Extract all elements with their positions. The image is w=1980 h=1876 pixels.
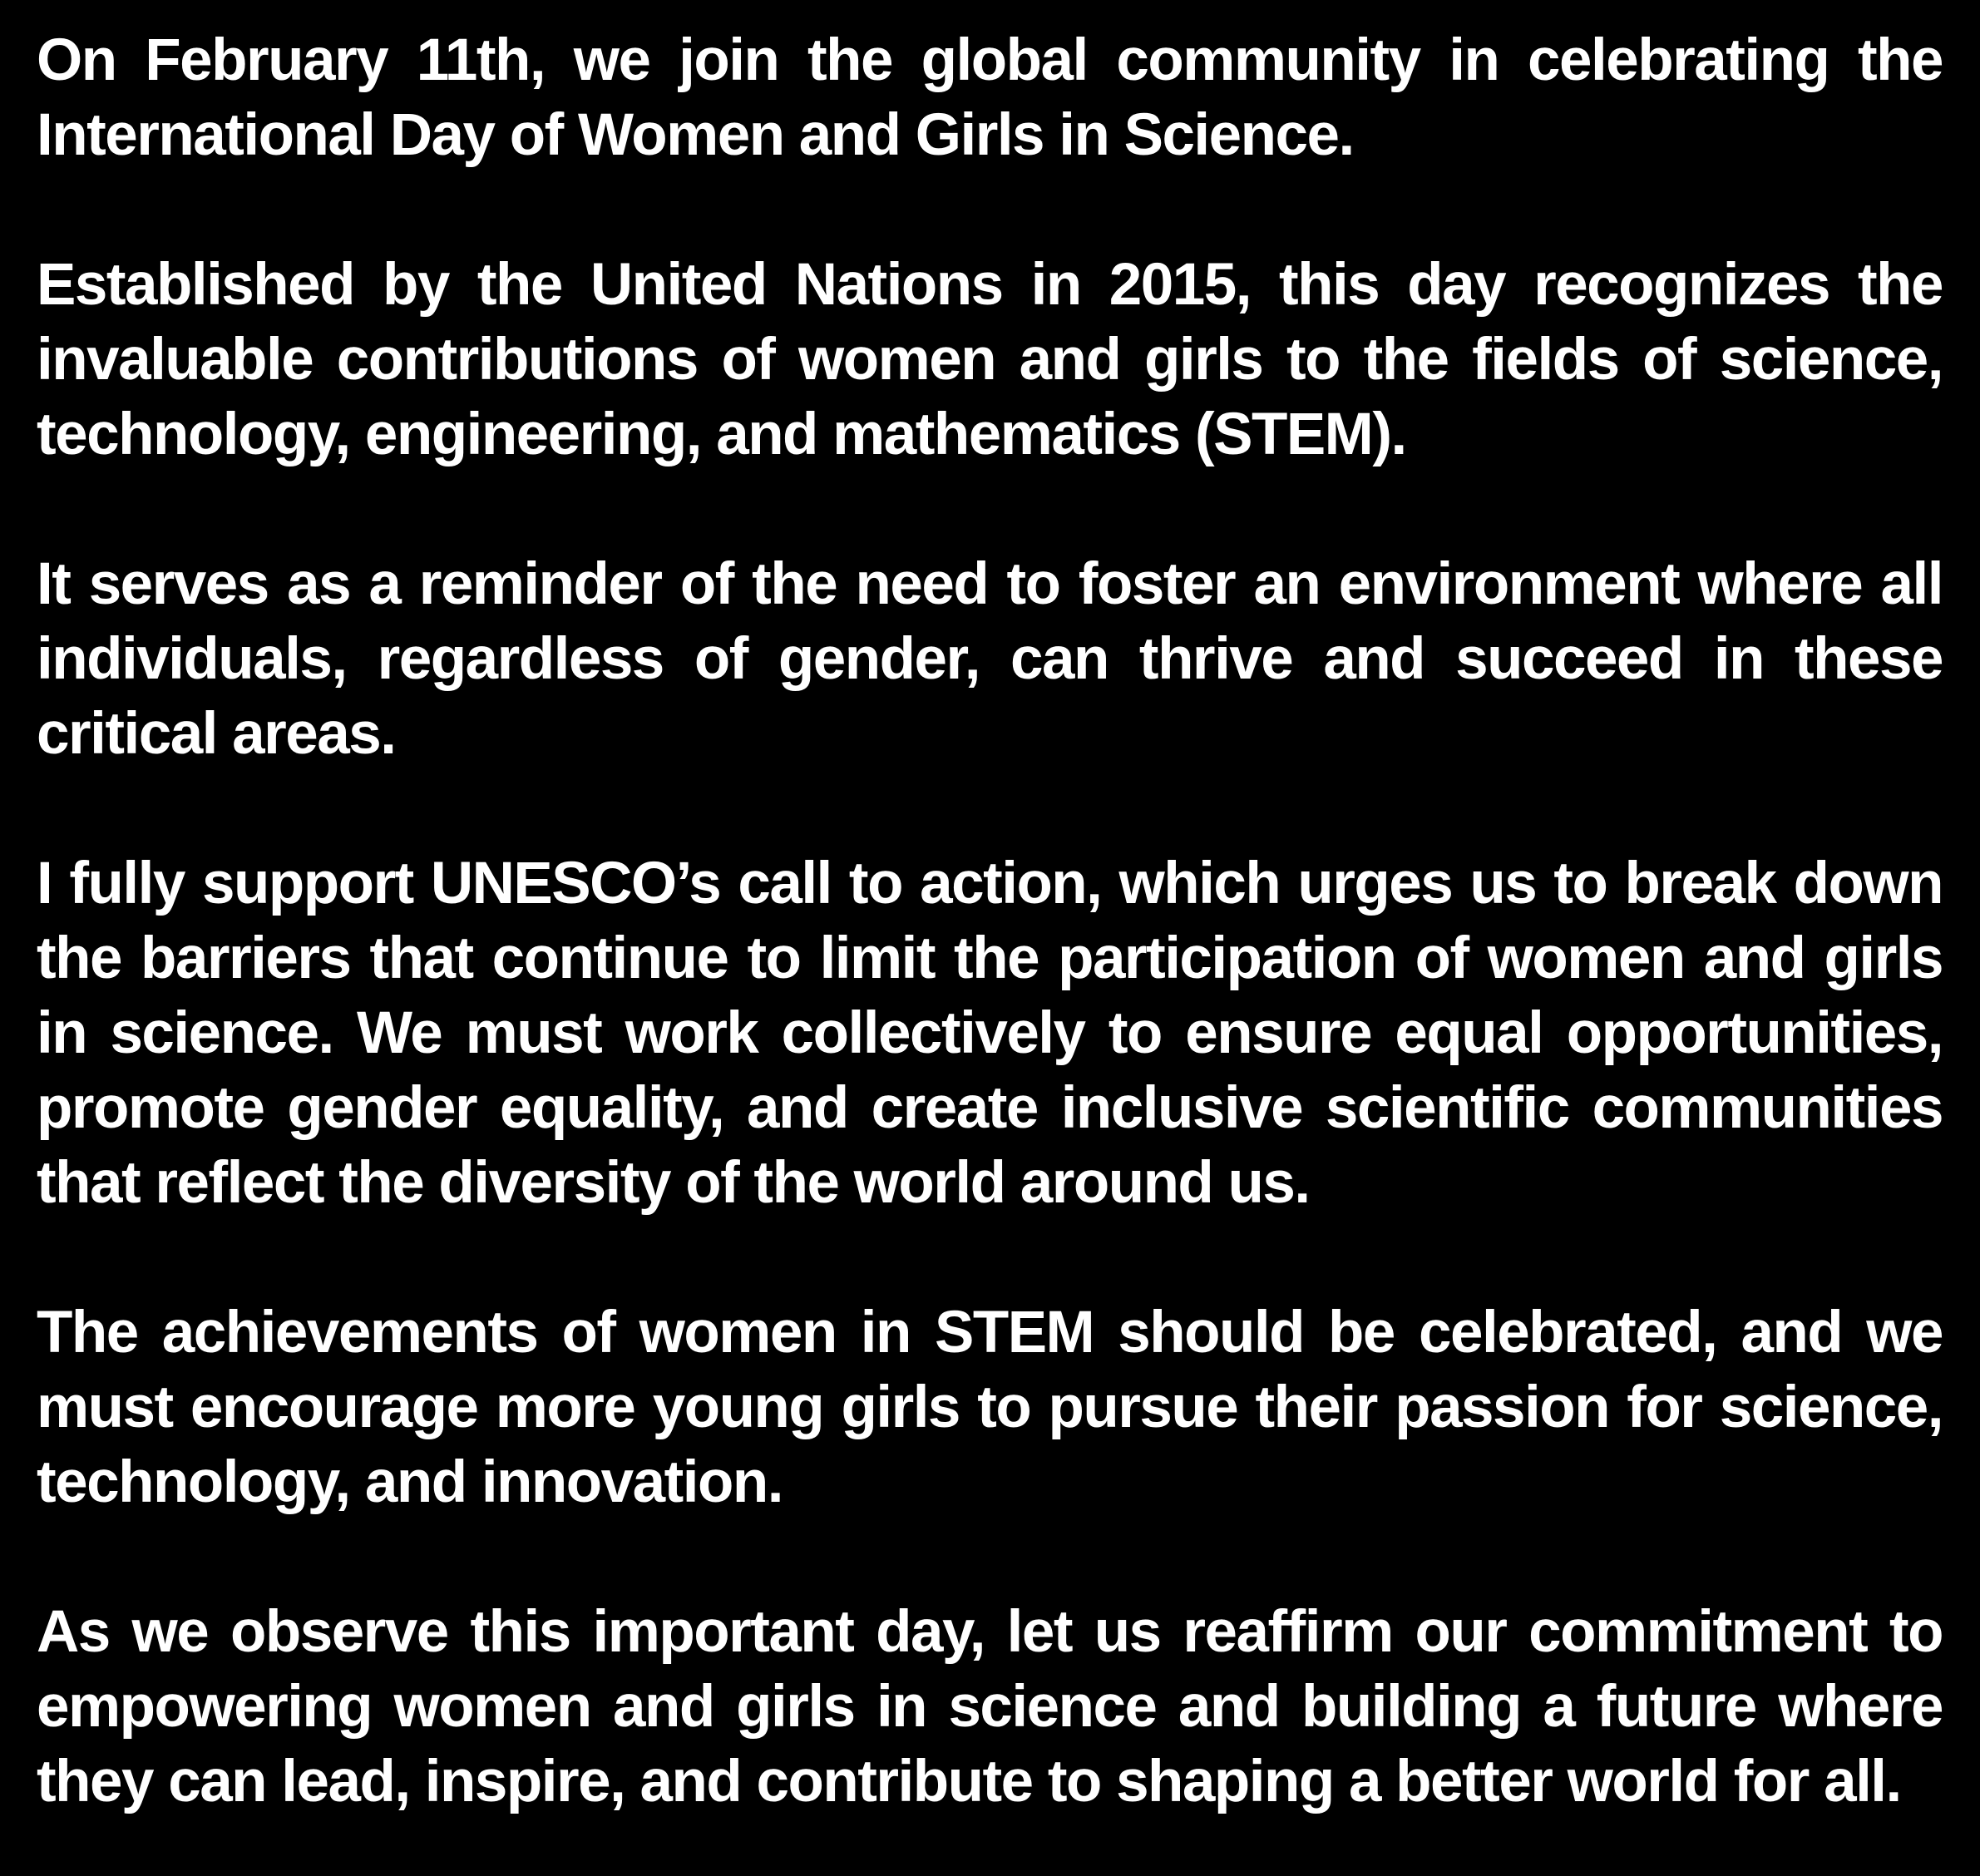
paragraph-intro: On February 11th, we join the global community in celebrating the International Day of Women and Girls in Science. bbox=[37, 27, 1943, 168]
paragraph-achievements: The achievements of women in STEM should be celebrated, and we must encourage more young girls to pursue their passion for science, technology, and innovation. bbox=[37, 1300, 1943, 1515]
statement-text-block bbox=[37, 23, 1943, 1819]
paragraph-commitment: As we observe this important day, let us reaffirm our commitment to empowering women and girls in science and building a future where they can lead, inspire, and contribute to shaping a better world for all. bbox=[37, 1599, 1943, 1814]
paragraph-reminder: It serves as a reminder of the need to foster an environment where all individuals, regardless of gender, can thrive and succeed in these critical areas. bbox=[37, 551, 1943, 767]
paragraph-established: Established by the United Nations in 2015, this day recognizes the invaluable contributions of women and girls to the fields of science, technology, engineering, and mathematics (STEM). bbox=[37, 252, 1943, 467]
paragraph-unesco-support: I fully support UNESCO’s call to action, which urges us to break down the barriers that continue to limit the participation of women and girls in science. We must work collectively to ensure equal opportunities, promote gender equality, and create inclusive scientific communities that reflect the diversity of the world around us. bbox=[37, 851, 1943, 1216]
